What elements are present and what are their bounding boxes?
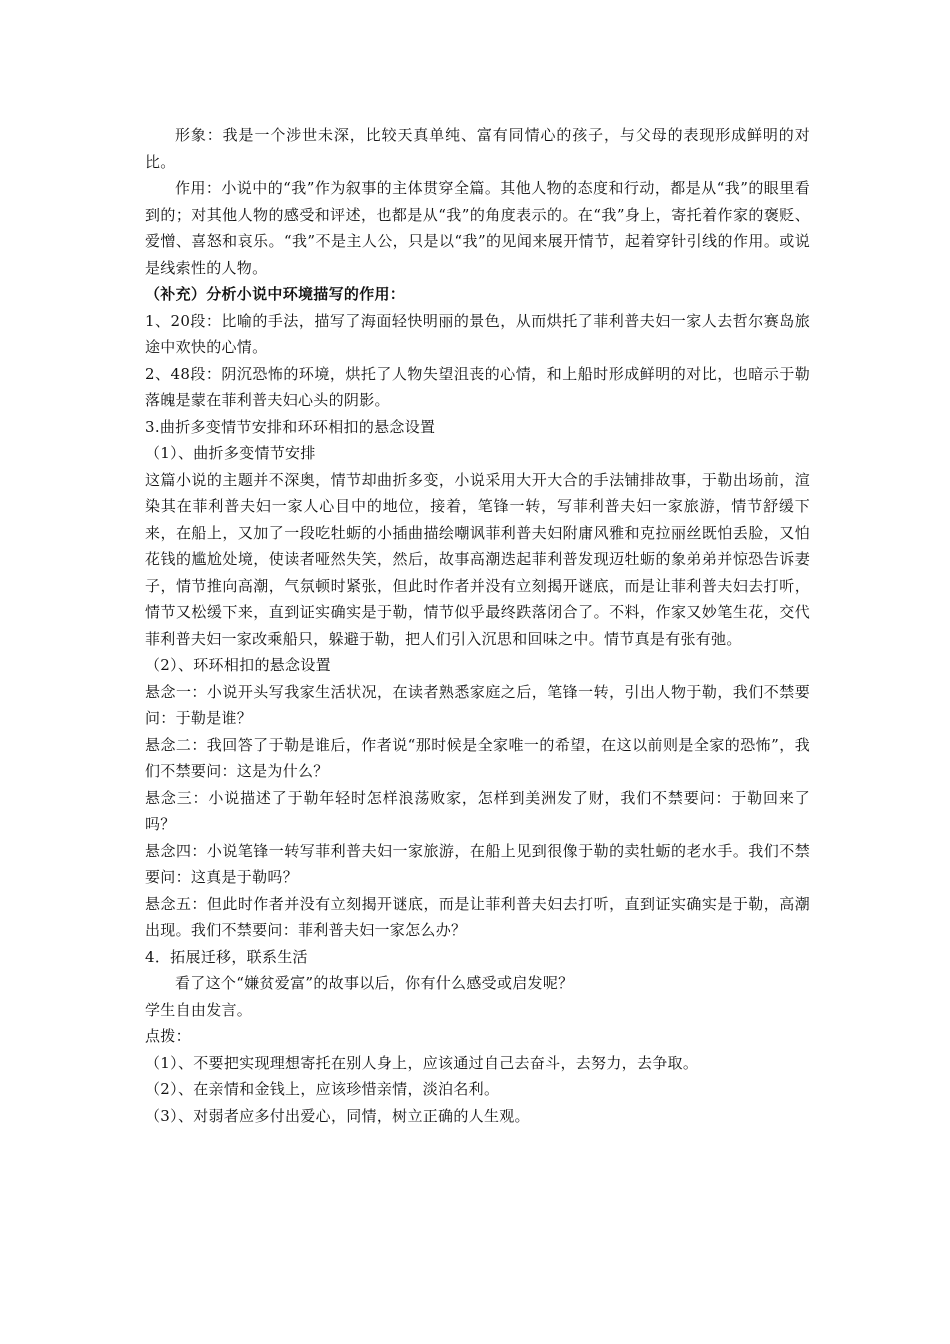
suspense-item-1: 悬念一：小说开头写我家生活状况，在读者熟悉家庭之后，笔锋一转，引出人物于勒，我们不禁要问：于勒是谁？ bbox=[145, 682, 810, 727]
guidance-point-2: （2）、在亲情和金钱上，应该珍惜亲情，淡泊名利。 bbox=[145, 1080, 500, 1098]
extension-question: 看了这个“嫌贫爱富”的故事以后，你有什么感受或启发呢？ bbox=[175, 974, 574, 992]
plot-section-heading: 3.曲折多变情节安排和环环相扣的悬念设置 bbox=[145, 417, 436, 436]
suspense-item-5: 悬念五：但此时作者并没有立刻揭开谜底，而是让菲利普夫妇去打听，直到证实确实是于勒，高潮出现。我们不禁要问：菲利普夫妇一家怎么办？ bbox=[145, 894, 810, 939]
environment-section-heading: （补充）分析小说中环境描写的作用： bbox=[145, 285, 406, 303]
narrator-function-paragraph: 作用：小说中的“我”作为叙事的主体贯穿全篇。其他人物的态度和行动，都是从“我”的眼里看到的；对其他人物的感受和评述，也都是从“我”的角度表示的。在“我”身上，寄托着作家的褒贬、爱憎、喜怒和哀乐。“我”不是主人公，只是以“我”的见闻来展开情节，起着穿针引线的作用。或说是线索性的人物。 bbox=[145, 179, 810, 277]
student-discussion-line: 学生自由发言。 bbox=[145, 1000, 253, 1019]
environment-point-1: 1、20段：比喻的手法，描写了海面轻快明丽的景色，从而烘托了菲利普夫妇一家人去哲尔赛岛旅途中欢快的心情。 bbox=[145, 311, 810, 356]
character-image-paragraph: 形象：我是一个涉世未深，比较天真单纯、富有同情心的孩子，与父母的表现形成鲜明的对比。 bbox=[145, 126, 810, 171]
plot-subheading-1: （1）、曲折多变情节安排 bbox=[145, 444, 316, 462]
plot-subheading-2: （2）、环环相扣的悬念设置 bbox=[145, 656, 331, 674]
suspense-item-2: 悬念二：我回答了于勒是谁后，作者说“那时候是全家唯一的希望，在这以前则是全家的恐怖”，我们不禁要问：这是为什么？ bbox=[145, 735, 810, 780]
plot-arrangement-paragraph: 这篇小说的主题并不深奥，情节却曲折多变，小说采用大开大合的手法铺排故事，于勒出场前，渲染其在菲利普夫妇一家人心目中的地位，接着，笔锋一转，写菲利普夫妇一家旅游，情节舒缓下来，在船上，又加了一段吃牡蛎的小插曲描绘嘲讽菲利普夫妇附庸风雅和克拉丽丝既怕丢脸，又怕花钱的尴尬处境，使读者哑然失笑，然后，故事高潮迭起菲利普发现迈牡蛎的象弟弟并惊恐告诉妻子，情节推向高潮，气氛顿时紧张，但此时作者并没有立刻揭开谜底，而是让菲利普夫妇去打听，情节又松缓下来，直到证实确实是于勒，情节似乎最终跌落闭合了。不料，作家又妙笔生花，交代菲利普夫妇一家改乘船只，躲避于勒，把人们引入沉思和回味之中。情节真是有张有弛。 bbox=[145, 470, 810, 648]
extension-section-heading: 4．拓展迁移，联系生活 bbox=[145, 947, 308, 966]
environment-point-2: 2、48段：阴沉恐怖的环境，烘托了人物失望沮丧的心情，和上船时形成鲜明的对比，也暗示于勒落魄是蒙在菲利普夫妇心头的阴影。 bbox=[145, 364, 810, 409]
guidance-point-3: （3）、对弱者应多付出爱心，同情，树立正确的人生观。 bbox=[145, 1106, 530, 1125]
suspense-item-3: 悬念三：小说描述了于勒年轻时怎样浪荡败家，怎样到美洲发了财，我们不禁要问：于勒回来了吗？ bbox=[145, 788, 810, 833]
guidance-label: 点拨： bbox=[145, 1027, 191, 1045]
document-body bbox=[145, 122, 810, 1129]
guidance-point-1: （1）、不要把实现理想寄托在别人身上，应该通过自己去奋斗，去努力，去争取。 bbox=[145, 1053, 699, 1072]
suspense-item-4: 悬念四：小说笔锋一转写菲利普夫妇一家旅游，在船上见到很像于勒的卖牡蛎的老水手。我们不禁要问：这真是于勒吗？ bbox=[145, 841, 810, 886]
